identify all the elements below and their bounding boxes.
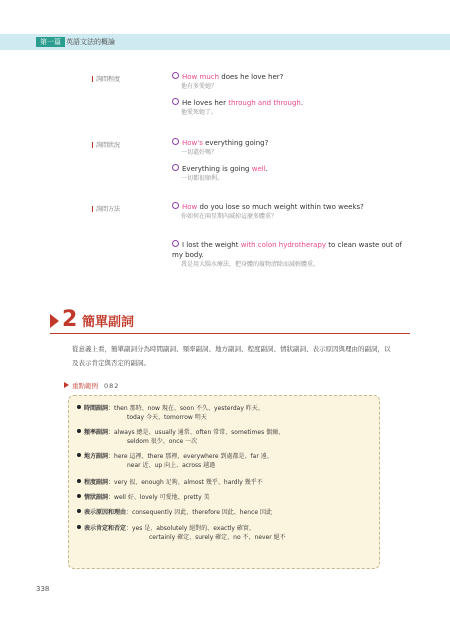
bullet-icon [77,479,81,483]
intro-paragraph: 從意義上看，簡單副詞分為時間副詞、頻率副詞、地方副詞、程度副詞、情狀副詞、表示原因與理由的副詞，以及表示肯定與否定的副詞。 [72,345,391,367]
example-tag-label: 重點範例 [72,382,98,390]
section-divider [50,333,410,334]
bullet-icon [172,98,179,105]
example-tag [64,381,119,390]
bullet-icon [172,138,179,145]
list-item: 情狀副詞：well 好、lovely 可愛地、pretty 美 [77,493,373,502]
list-item: 表示原因和理由：consequently 因此、therefore 因此、hence 因此 [77,508,373,517]
adverb-list-box [68,395,380,569]
bullet-icon [172,202,179,209]
triangle-marker-icon [50,314,59,328]
usage-label: 詢問程度 [92,74,120,83]
bullet-icon [77,405,81,409]
list-item: 程度副詞：very 很、enough 足夠、almost 幾乎、hardly 幾乎不 [77,478,373,487]
bullet-icon [77,429,81,433]
bullet-icon [172,164,179,171]
triangle-icon [64,382,69,388]
list-item: 地方副詞：here 這裡、there 那裡、everywhere 到處都是、far 遠、 near 近、up 向上、across 越過 [77,452,373,470]
translation: 他愛死她了。 [181,109,218,116]
list-item: 頻率副詞：always 總是、usually 通常、often 常常、sometimes 偶爾、 seldom 很少、once 一次 [77,428,373,446]
example-item: How's everything going? 一切還好嗎？ [172,138,412,157]
usage-label: 詢問狀況 [92,140,120,149]
section-title: 簡單副詞 [82,315,135,330]
page-number: 338 [36,585,50,593]
list-item: 時間副詞：then 那時、now 現在、soon 不久、yesterday 昨天、 today 今天、tomorrow 明天 [77,404,373,422]
section-number: 2 [62,307,78,332]
bullet-icon [77,494,81,498]
translation: 一切都很順利。 [181,175,224,182]
bullet-icon [77,509,81,513]
example-item: I lost the weight with colon hydrotherapy to clean waste out of my body. 我是用大腸水療法，把身體的廢物清除而減輕體重。 [172,240,412,269]
example-item: How much does he love her? 他有多愛她？ [172,72,412,91]
chapter-title: 英語文法的概論 [66,38,115,46]
audio-track-code: 082 [104,382,120,390]
bullet-icon [77,525,81,529]
usage-label: 詢問方法 [92,204,120,213]
example-item: He loves her through and through. 他愛死她了。 [172,98,412,117]
bullet-icon [77,453,81,457]
header-bar [0,34,450,50]
section-heading [50,307,410,335]
translation: 你如何在兩星期內減掉這麼多體重？ [181,213,278,220]
example-item: Everything is going well. 一切都很順利。 [172,164,412,183]
list-item: 表示肯定和否定：yes 是、absolutely 絕對的、exactly 確實、 certainly 確定、surely 確定、no 不、never 絕不 [77,524,373,542]
example-item: How do you lose so much weight within two weeks? 你如何在兩星期內減掉這麼多體重？ [172,202,412,221]
translation: 一切還好嗎？ [181,149,218,156]
chapter-tag: 第一篇 [36,37,65,47]
bullet-icon [172,72,179,79]
translation: 我是用大腸水療法，把身體的廢物清除而減輕體重。 [181,261,320,268]
bullet-icon [172,240,179,247]
translation: 他有多愛她？ [181,83,218,90]
